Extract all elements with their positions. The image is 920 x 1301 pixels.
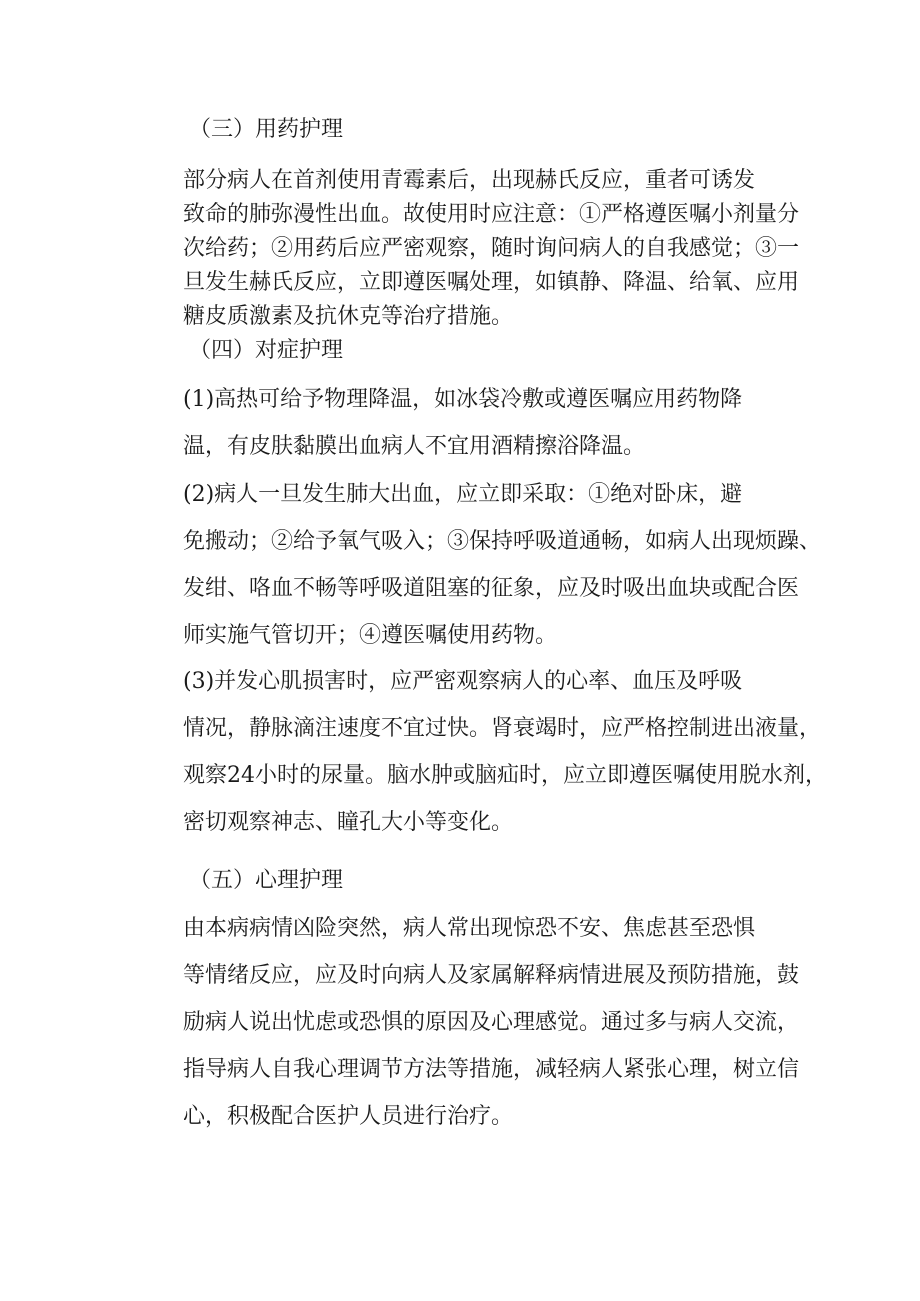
text-line: 部分病人在首剂使用青霉素后，出现赫氏反应，重者可诱发	[183, 168, 756, 193]
text-line: (1)高热可给予物理降温，如冰袋冷敷或遵医嘱应用药物降	[183, 387, 743, 412]
text-line: 密切观察神志、瞳孔大小等变化。	[183, 810, 514, 835]
text-line: 免搬动；②给予氧气吸入；③保持呼吸道通畅，如病人出现烦躁、	[183, 529, 822, 554]
text-line: (2)病人一旦发生肺大出血，应立即采取：①绝对卧床，避	[183, 482, 743, 507]
text-line: 情况，静脉滴注速度不宜过快。肾衰竭时，应严格控制进出液量，	[183, 716, 822, 741]
paragraph-symptomatic-2	[139, 471, 822, 659]
text-line: (3)并发心肌损害时，应严密观察病人的心率、血压及呼吸	[183, 669, 743, 694]
section-heading-medication: （三）用药护理	[189, 117, 344, 142]
text-line: 等情绪反应，应及时向病人及家属解释病情进展及预防措施，鼓	[183, 963, 800, 988]
text-line: 由本病病情凶险突然，病人常出现惊恐不安、焦虑甚至恐惧	[183, 916, 756, 941]
section-heading-symptomatic: （四）对症护理	[189, 338, 344, 363]
paragraph-medication	[139, 164, 800, 334]
section-heading-psychological: （五）心理护理	[189, 868, 344, 893]
paragraph-psychological	[139, 905, 800, 1140]
text-line: 温，有皮肤黏膜出血病人不宜用酒精擦浴降温。	[183, 434, 646, 459]
text-line: 指导病人自我心理调节方法等措施，减轻病人紧张心理，树立信	[183, 1057, 800, 1082]
text-line: 励病人说出忧虑或恐惧的原因及心理感觉。通过多与病人交流，	[183, 1010, 800, 1035]
text-line: 发绀、咯血不畅等呼吸道阻塞的征象，应及时吸出血块或配合医	[183, 576, 800, 601]
paragraph-symptomatic-1	[139, 376, 789, 470]
paragraph-symptomatic-3	[139, 658, 827, 846]
text-line: 观察24小时的尿量。脑水肿或脑疝时，应立即遵医嘱使用脱水剂，	[183, 763, 827, 788]
text-line: 致命的肺弥漫性出血。故使用时应注意：①严格遵医嘱小剂量分	[183, 202, 800, 227]
text-line: 次给药；②用药后应严密观察，随时询问病人的自我感觉；③一	[183, 236, 800, 261]
text-line: 旦发生赫氏反应，立即遵医嘱处理，如镇静、降温、给氧、应用	[183, 270, 800, 295]
text-line: 糖皮质激素及抗休克等治疗措施。	[183, 304, 514, 329]
text-line: 师实施气管切开；④遵医嘱使用药物。	[183, 623, 558, 648]
text-line: 心，积极配合医护人员进行治疗。	[183, 1104, 514, 1129]
